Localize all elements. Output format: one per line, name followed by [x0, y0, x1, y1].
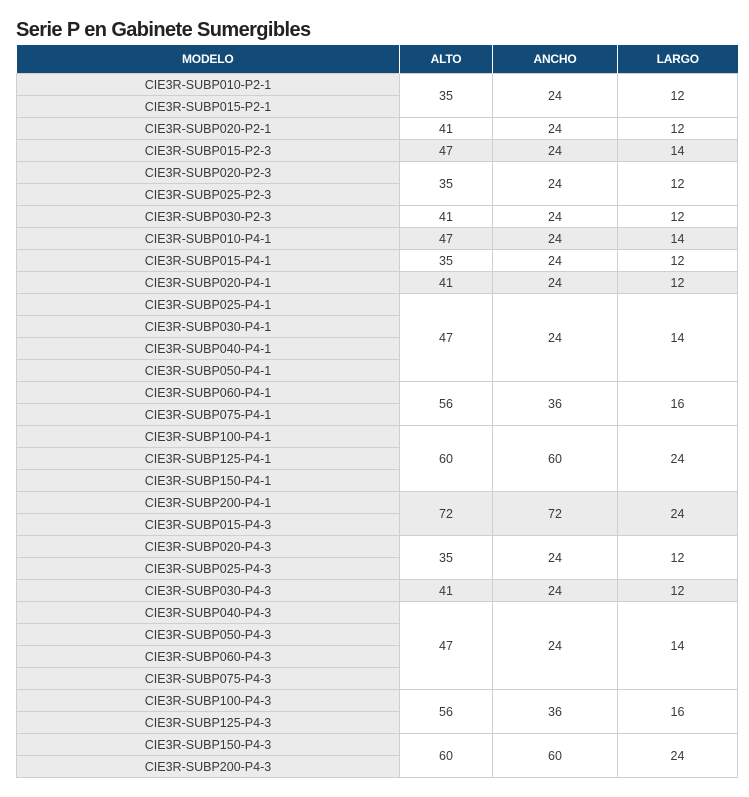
model-cell: CIE3R-SUBP030-P4-3 — [17, 580, 400, 602]
ancho-cell: 24 — [493, 118, 618, 140]
table-row — [17, 294, 738, 316]
model-cell: CIE3R-SUBP010-P4-1 — [17, 228, 400, 250]
table-row — [17, 382, 738, 404]
largo-cell: 14 — [618, 602, 738, 690]
table-row — [17, 228, 738, 250]
header-ancho: ANCHO — [493, 45, 618, 74]
alto-cell: 47 — [400, 602, 493, 690]
table-row — [17, 426, 738, 448]
ancho-cell: 72 — [493, 492, 618, 536]
model-cell: CIE3R-SUBP020-P4-3 — [17, 536, 400, 558]
model-cell: CIE3R-SUBP040-P4-3 — [17, 602, 400, 624]
model-cell: CIE3R-SUBP020-P2-3 — [17, 162, 400, 184]
ancho-cell: 60 — [493, 426, 618, 492]
model-cell: CIE3R-SUBP060-P4-1 — [17, 382, 400, 404]
alto-cell: 72 — [400, 492, 493, 536]
largo-cell: 12 — [618, 206, 738, 228]
alto-cell: 47 — [400, 140, 493, 162]
table-row — [17, 272, 738, 294]
largo-cell: 12 — [618, 536, 738, 580]
table-row — [17, 118, 738, 140]
alto-cell: 35 — [400, 250, 493, 272]
ancho-cell: 24 — [493, 206, 618, 228]
ancho-cell: 24 — [493, 140, 618, 162]
model-cell: CIE3R-SUBP200-P4-1 — [17, 492, 400, 514]
largo-cell: 12 — [618, 162, 738, 206]
model-cell: CIE3R-SUBP030-P4-1 — [17, 316, 400, 338]
header-row — [17, 45, 738, 74]
model-cell: CIE3R-SUBP025-P4-1 — [17, 294, 400, 316]
alto-cell: 41 — [400, 118, 493, 140]
table-row — [17, 140, 738, 162]
alto-cell: 35 — [400, 536, 493, 580]
ancho-cell: 24 — [493, 294, 618, 382]
dimensions-table — [16, 45, 738, 778]
model-cell: CIE3R-SUBP030-P2-3 — [17, 206, 400, 228]
model-cell: CIE3R-SUBP025-P4-3 — [17, 558, 400, 580]
model-cell: CIE3R-SUBP010-P2-1 — [17, 74, 400, 96]
table-row — [17, 734, 738, 756]
alto-cell: 56 — [400, 382, 493, 426]
model-cell: CIE3R-SUBP015-P2-3 — [17, 140, 400, 162]
ancho-cell: 24 — [493, 272, 618, 294]
ancho-cell: 24 — [493, 228, 618, 250]
table-row — [17, 162, 738, 184]
table-row — [17, 536, 738, 558]
header-modelo: MODELO — [17, 45, 400, 74]
table-row — [17, 580, 738, 602]
table-row — [17, 492, 738, 514]
model-cell: CIE3R-SUBP075-P4-3 — [17, 668, 400, 690]
largo-cell: 24 — [618, 426, 738, 492]
alto-cell: 35 — [400, 162, 493, 206]
model-cell: CIE3R-SUBP200-P4-3 — [17, 756, 400, 778]
model-cell: CIE3R-SUBP075-P4-1 — [17, 404, 400, 426]
ancho-cell: 24 — [493, 602, 618, 690]
ancho-cell: 24 — [493, 536, 618, 580]
ancho-cell: 24 — [493, 162, 618, 206]
model-cell: CIE3R-SUBP015-P2-1 — [17, 96, 400, 118]
largo-cell: 12 — [618, 250, 738, 272]
table-body — [17, 74, 738, 778]
largo-cell: 12 — [618, 118, 738, 140]
model-cell: CIE3R-SUBP125-P4-1 — [17, 448, 400, 470]
table-header — [17, 45, 738, 74]
table-row — [17, 206, 738, 228]
ancho-cell: 60 — [493, 734, 618, 778]
alto-cell: 60 — [400, 734, 493, 778]
model-cell: CIE3R-SUBP060-P4-3 — [17, 646, 400, 668]
ancho-cell: 24 — [493, 250, 618, 272]
largo-cell: 16 — [618, 690, 738, 734]
largo-cell: 24 — [618, 734, 738, 778]
model-cell: CIE3R-SUBP020-P2-1 — [17, 118, 400, 140]
alto-cell: 60 — [400, 426, 493, 492]
largo-cell: 16 — [618, 382, 738, 426]
alto-cell: 47 — [400, 228, 493, 250]
model-cell: CIE3R-SUBP050-P4-3 — [17, 624, 400, 646]
table-row — [17, 250, 738, 272]
largo-cell: 14 — [618, 294, 738, 382]
page-title: Serie P en Gabinete Sumergibles — [16, 19, 311, 41]
ancho-cell: 24 — [493, 580, 618, 602]
largo-cell: 14 — [618, 228, 738, 250]
largo-cell: 14 — [618, 140, 738, 162]
header-alto: ALTO — [400, 45, 493, 74]
model-cell: CIE3R-SUBP150-P4-3 — [17, 734, 400, 756]
table-row — [17, 74, 738, 96]
model-cell: CIE3R-SUBP150-P4-1 — [17, 470, 400, 492]
ancho-cell: 36 — [493, 690, 618, 734]
alto-cell: 41 — [400, 580, 493, 602]
largo-cell: 12 — [618, 272, 738, 294]
ancho-cell: 24 — [493, 74, 618, 118]
largo-cell: 24 — [618, 492, 738, 536]
header-largo: LARGO — [618, 45, 738, 74]
alto-cell: 35 — [400, 74, 493, 118]
model-cell: CIE3R-SUBP015-P4-3 — [17, 514, 400, 536]
alto-cell: 41 — [400, 272, 493, 294]
model-cell: CIE3R-SUBP025-P2-3 — [17, 184, 400, 206]
table-row — [17, 690, 738, 712]
model-cell: CIE3R-SUBP125-P4-3 — [17, 712, 400, 734]
ancho-cell: 36 — [493, 382, 618, 426]
model-cell: CIE3R-SUBP040-P4-1 — [17, 338, 400, 360]
model-cell: CIE3R-SUBP100-P4-1 — [17, 426, 400, 448]
table-row — [17, 602, 738, 624]
alto-cell: 56 — [400, 690, 493, 734]
model-cell: CIE3R-SUBP020-P4-1 — [17, 272, 400, 294]
model-cell: CIE3R-SUBP100-P4-3 — [17, 690, 400, 712]
largo-cell: 12 — [618, 580, 738, 602]
alto-cell: 41 — [400, 206, 493, 228]
alto-cell: 47 — [400, 294, 493, 382]
model-cell: CIE3R-SUBP015-P4-1 — [17, 250, 400, 272]
largo-cell: 12 — [618, 74, 738, 118]
model-cell: CIE3R-SUBP050-P4-1 — [17, 360, 400, 382]
